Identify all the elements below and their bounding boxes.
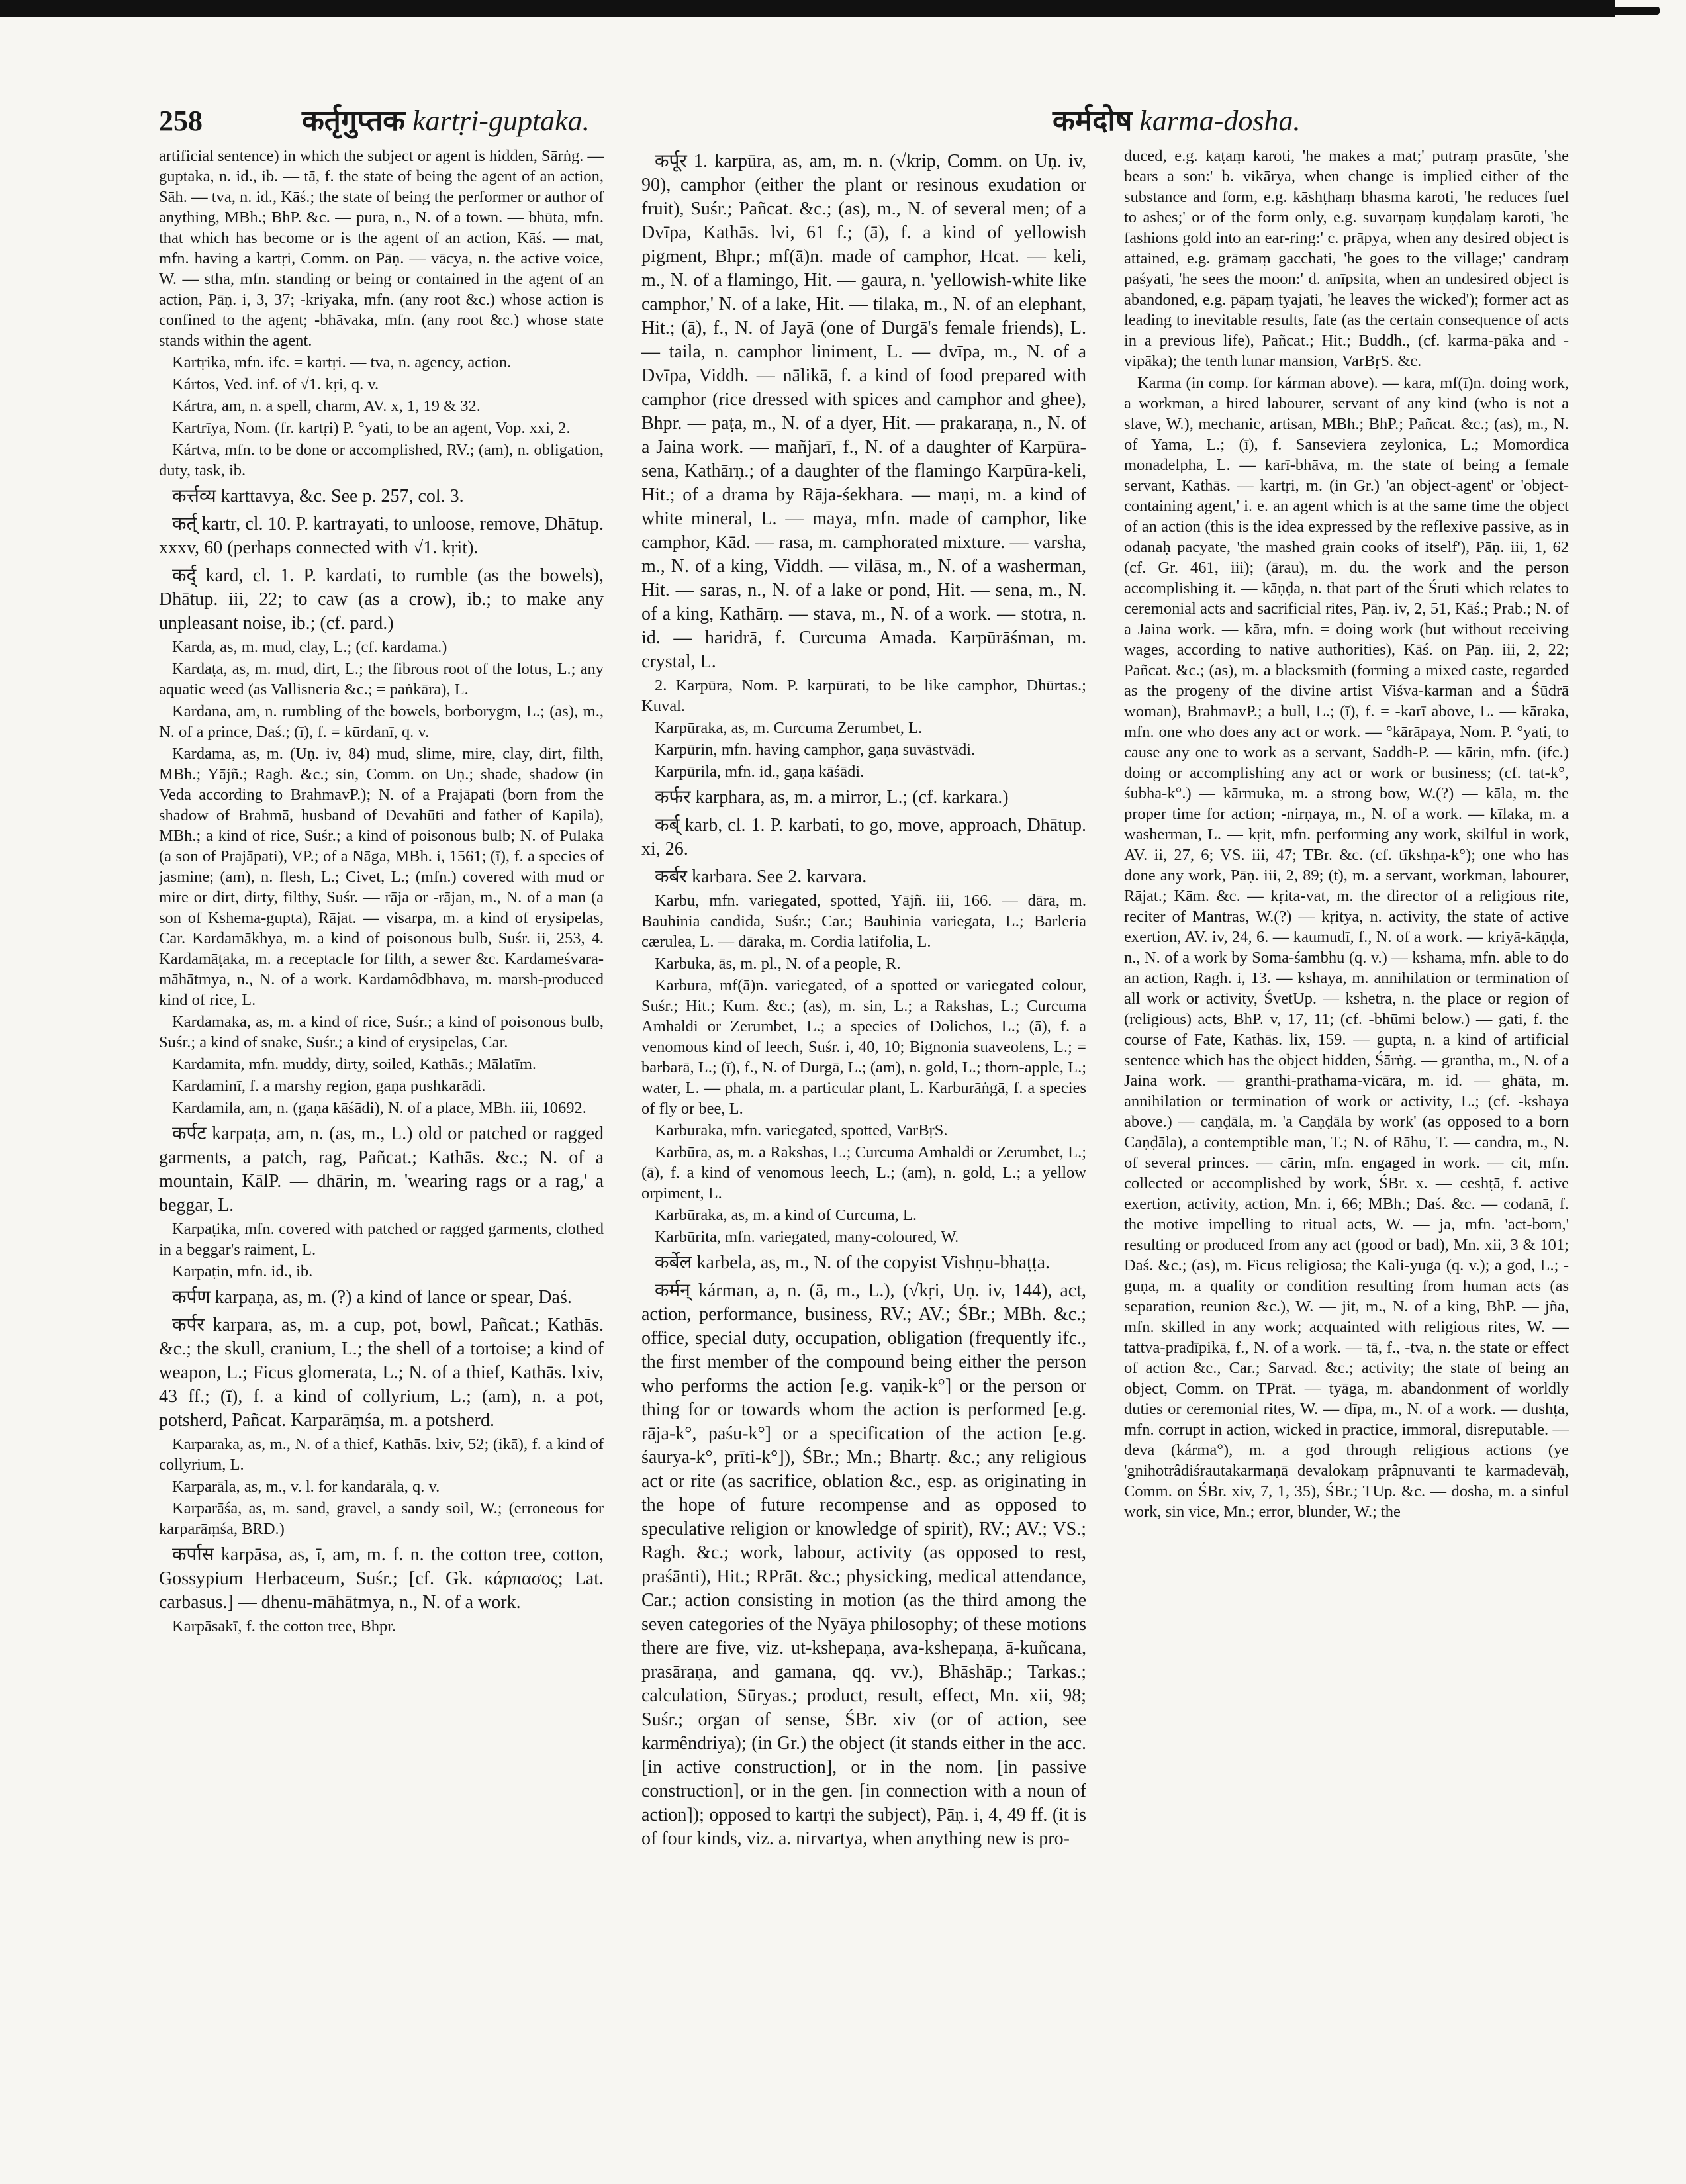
right-running-head <box>1053 99 1301 139</box>
dictionary-entry: Kardana, am, n. rumbling of the bowels, borborygm, L.; (as), m., N. of a prince, Daś.; (ī), f. = kūrdanī, q. v. <box>159 702 604 741</box>
dictionary-entry: कर्फर karphara, as, m. a mirror, L.; (cf. karkara.) <box>655 787 1009 808</box>
dictionary-entry: artificial sentence) in which the subject or agent is hidden, Sārṅg. — guptaka, n. id., ib. — tā, f. the state of being the agent of an action, Sāh. — tva, n. id., Kāś.; the state of being the performer or author of anything, MBh.; BhP. &c. — pura, n., N. of a town. — bhūta, mfn. that which has become or is the agent of an action, Kāś. — mat, mfn. having a kartṛi, Comm. on Pāṇ. — vācya, n. the active voice, W. — stha, mfn. standing or being or contained in the agent of an action, Pāṇ. i, 3, 37; -kriyaka, mfn. (any root &c.) whose action is confined to the agent; -bhāvaka, mfn. (any root &c.) whose state stands within the agent. <box>159 147 604 350</box>
dictionary-entry: Karpūrila, mfn. id., gaṇa kāśādi. <box>655 763 865 781</box>
dictionary-entry: Karpūraka, as, m. Curcuma Zerumbet, L. <box>655 719 923 737</box>
dictionary-entry: Karbura, mf(ā)n. variegated, of a spotted or variegated colour, Suśr.; Hit.; Kum. &c.; (as), m. sin, L.; a Rakshas, L.; Curcuma Amhaldi or Zerumbet, L.; a species of Dolichos, L.; (ā), f. a venomous kind of leech, Suśr. i, 40, 10; Bignonia suaveolens, L.; = barbarā, L.; (ī), f., N. of Durgā, L.; (am), n. gold, L.; thorn-apple, L.; water, L. — phala, m. a particular plant, L. Karburāṅgā, f. a species of fly or bee, L. <box>641 976 1086 1117</box>
dictionary-entry: Karparāla, as, m., v. l. for kandarāla, q. v. <box>172 1478 440 1496</box>
dictionary-entry: कर्द् kard, cl. 1. P. kardati, to rumble (as the bowels), Dhātup. iii, 22; to caw (as a crow), ib.; to make any unpleasant noise, ib.; (cf. pard.) <box>159 565 604 634</box>
dictionary-entry: Karbūrita, mfn. variegated, many-coloured, W. <box>655 1228 959 1246</box>
dictionary-columns <box>159 146 1569 2171</box>
dictionary-entry: Kardaminī, f. a marshy region, gaṇa pushkarādi. <box>172 1077 486 1095</box>
dictionary-entry: Karbūraka, as, m. a kind of Curcuma, L. <box>655 1206 917 1224</box>
left-head-roman: kartṛi-guptaka. <box>412 105 590 137</box>
dictionary-entry: कर्ब् karb, cl. 1. P. karbati, to go, move, approach, Dhātup. xi, 26. <box>641 815 1086 859</box>
column-middle <box>641 146 1086 2171</box>
dictionary-entry: Kartrīya, Nom. (fr. kartṛi) P. °yati, to be an agent, Vop. xxi, 2. <box>172 419 571 437</box>
dictionary-entry: Karpāsakī, f. the cotton tree, Bhpr. <box>172 1617 397 1635</box>
column-right <box>1124 146 1569 2171</box>
dictionary-entry: कर्त्तव्य karttavya, &c. See p. 257, col. 3. <box>172 486 464 506</box>
left-head-devanagari: कर्तृगुप्तक <box>302 105 406 137</box>
dictionary-entry: कर्पट karpaṭa, am, n. (as, m., L.) old or patched or ragged garments, a patch, rag, Pañcat.; Kathās. &c.; N. of a mountain, KālP. — dhārin, m. 'wearing rags or a rag,' a beggar, L. <box>159 1123 604 1215</box>
dictionary-entry: कर्पण karpaṇa, as, m. (?) a kind of lance or spear, Daś. <box>172 1287 572 1307</box>
dictionary-entry: Karpaṭika, mfn. covered with patched or ragged garments, clothed in a beggar's raiment, L. <box>159 1220 604 1258</box>
dictionary-entry: Karparaka, as, m., N. of a thief, Kathās. lxiv, 52; (ikā), f. a kind of collyrium, L. <box>159 1435 604 1474</box>
dictionary-entry: Kardama, as, m. (Uṇ. iv, 84) mud, slime, mire, clay, dirt, filth, MBh.; Yājñ.; Ragh. &c.; sin, Comm. on Uṇ.; shade, shadow (in Veda according to BrahmavP.); N. of a Prajāpati (born from the shadow of Brahmā, husband of Devahūti and father of Kapila), MBh.; a kind of rice, Suśr.; a kind of poisonous bulb; N. of Pulaka (a son of Prajāpati), VP.; of a Nāga, MBh. i, 1561; (ī), f. a species of jasmine; (am), n. flesh, L.; Civet, L.; (mfn.) covered with mud or mire or dirt, dirty, filthy, Suśr. — rāja or -rājan, m., N. of a man (a son of Kshema-gupta), Rājat. — visarpa, m. a kind of erysipelas, Car. Kardamākhya, m. a kind of poisonous bulb, Suśr. ii, 253, 4. Kardamāṭaka, m. a receptacle for filth, a sewer &c. Kardameśvara-māhātmya, n., N. of a work. Kardamôdbhava, m. marsh-produced kind of rice, L. <box>159 745 604 1009</box>
dictionary-entry: Kartṛika, mfn. ifc. = kartṛi. — tva, n. agency, action. <box>172 354 512 371</box>
dictionary-entry: Kardamita, mfn. muddy, dirty, soiled, Kathās.; Mālatīm. <box>172 1055 537 1073</box>
dictionary-entry: Kártos, Ved. inf. of √1. kṛi, q. v. <box>172 375 379 393</box>
dictionary-entry: Kardaṭa, as, m. mud, dirt, L.; the fibrous root of the lotus, L.; any aquatic weed (as Vallisneria &c.; = paṅkāra), L. <box>159 660 604 698</box>
right-head-devanagari: कर्मदोष <box>1053 105 1133 137</box>
left-running-head <box>302 99 590 139</box>
dictionary-entry: Karda, as, m. mud, clay, L.; (cf. kardama.) <box>172 638 447 656</box>
dictionary-entry: कर्पास karpāsa, as, ī, am, m. f. n. the cotton tree, cotton, Gossypium Herbaceum, Suśr.; [cf. Gk. κάρπασος; Lat. carbasus.] — dhenu-māhātmya, n., N. of a work. <box>159 1544 604 1613</box>
dictionary-entry: कर्त् kartr, cl. 10. P. kartrayati, to unloose, remove, Dhātup. xxxv, 60 (perhaps connected with √1. kṛit). <box>159 514 604 558</box>
dictionary-entry: कर्बर karbara. See 2. karvara. <box>655 867 867 887</box>
dictionary-entry: कर्बेल karbela, as, m., N. of the copyist Vishṇu-bhaṭṭa. <box>655 1253 1051 1273</box>
dictionary-entry: Kardamila, am, n. (gaṇa kāśādi), N. of a place, MBh. iii, 10692. <box>172 1099 586 1117</box>
dictionary-entry: 2. Karpūra, Nom. P. karpūrati, to be like camphor, Dhūrtas.; Kuval. <box>641 677 1086 715</box>
dictionary-entry: कर्मन् kárman, a, n. (ā, m., L.), (√kṛi, Uṇ. iv, 144), act, action, performance, business, RV.; AV.; ŚBr.; MBh. &c.; office, special duty, occupation, obligation (frequently ifc., the first member of the compound being either the person who performs the action [e.g. vaṇik-k°] or the person or thing for or towards whom the action is performed [e.g. rāja-k°, paśu-k°] or a specification of the action [e.g. śaurya-k°, prīti-k°]), ŚBr.; Mn.; Bhartṛ. &c.; any religious act or rite (as sacrifice, oblation &c., esp. as originating in the hope of future recompense and as opposed to speculative religion or knowledge of spirit), RV.; AV.; VS.; Ragh. &c.; work, labour, activity (as opposed to rest, praśānti), Hit.; RPrāt. &c.; physicking, medical attendance, Car.; action consisting in motion (as the third among the seven categories of the Nyāya philosophy; of these motions there are five, viz. ut-kshepaṇa, ava-kshepaṇa, ā-kuñcana, prasāraṇa, and gamana, qq. vv.), Bhāshāp.; Tarkas.; calculation, Sūryas.; product, result, effect, Mn. xii, 98; Suśr.; organ of sense, ŚBr. xiv (or of action, see karmêndriya); (in Gr.) the object (it stands either in the acc. [in active construction], or in the nom. [in passive construction], or in the gen. [in connection with a noun of action]); opposed to kartṛi the subject), Pāṇ. i, 4, 49 ff. (it is of four kinds, viz. a. nirvartya, when anything new is pro- <box>641 1280 1086 1849</box>
scan-edge-bar <box>0 0 1615 17</box>
dictionary-entry: Kardamaka, as, m. a kind of rice, Suśr.; a kind of poisonous bulb, Suśr.; a kind of snake, Suśr.; a kind of erysipelas, Car. <box>159 1013 604 1051</box>
dictionary-entry: Karma (in comp. for kárman above). — kara, mf(ī)n. doing work, a workman, a hired labourer, servant of any kind (who is not a slave, W.), mechanic, artisan, MBh.; BhP.; Pañcat. &c.; (as), m., N. of Yama, L.; (ī), f. Sanseviera zeylonica, L.; Momordica monadelpha, L. — karī-bhāva, m. the state of being a female servant, Kathās. — kartṛi, m. (in Gr.) 'an object-agent' or 'object-containing agent,' i. e. an agent which is at the same time the object of an action (this is the idea expressed by the reflexive passive, as in odanaḥ pacyate, 'the mashed grain cooks of itself'), Pāṇ. iii, 1, 62 (cf. Gr. 461, iii); (ārau), m. du. the work and the person accomplishing it. — kāṇḍa, n. that part of the Śruti which relates to ceremonial acts and sacrificial rites, Pāṇ. iv, 2, 51, Kāś.; Prab.; N. of a Jaina work. — kāra, mfn. = doing work (but without receiving wages, according to native authorities), Kāś. on Pāṇ. iii, 2, 22; Pañcat. &c.; (as), m. a blacksmith (forming a mixed caste, regarded as the progeny of the divine artist Viśva-karman and a Śūdrā woman), BrahmavP.; a bull, L.; (ī), f. = -karī above, L. — kāraka, mfn. one who does any act or work. — °kārāpaya, Nom. P. °yati, to cause any one to work as a servant, Saddh-P. — kārin, mfn. (ifc.) doing or accomplishing any act or work or business; (cf. tat-k°, śubha-k°.) — kārmuka, m. a strong bow, W.(?) — kāla, m. the proper time for action; -nirṇaya, m., N. of a work. — kīlaka, m. a washerman, L. — kṛit, mfn. performing any work, skilful in work, AV. ii, 27, 6; VS. iii, 47; TBr. &c. (cf. tīkshṇa-k°); one who has done any work, Pāṇ. iii, 2, 89; (t), m. a servant, workman, labourer, Rājat.; Kām. &c. — kṛita-vat, m. the director of a religious rite, reciter of Mantras, W.(?) — kṛitya, n. activity, the state of active exertion, AV. iv, 24, 6. — kaumudī, f., N. of a work. — kriyā-kāṇḍa, n., N. of a work by Soma-śambhu (q. v.) — kshama, mfn. able to do an action, Ragh. i, 13. — kshaya, m. annihilation or termination of all work or activity, ŚvetUp. — kshetra, n. the place or region of (religious) acts, BhP. v, 17, 11; (cf. -bhūmi below.) — gati, f. the course of Fate, Kathās. lix, 159. — gupta, n. a kind of artificial sentence which has the object hidden, Śārṅg. — grantha, m., N. of a Jaina work. — granthi-prathama-vicāra, m. id. — ghāta, m. annihilation or termination of work or activity, L.; (cf. -kshaya above.) — caṇḍāla, m. 'a Caṇḍāla by work' (as opposed to a born Caṇḍāla), a contemptible man, T.; N. of Rāhu, T. — candra, m., N. of several princes. — cārin, mfn. engaged in work. — cit, mfn. collected or accomplished by work, ŚBr. x. — ceshṭā, f. active exertion, activity, action, Mn. i, 66; MBh.; Daś. &c. — codanā, f. the motive impelling to ritual acts, W. — ja, mfn. 'act-born,' resulting or produced from any act (good or bad), Mn. xii, 3 & 101; Daś. &c.; (as), m. Ficus religiosa; the Kali-yuga (q. v.); a god, L.; -guṇa, m. a quality or condition resulting from human acts (as separation, reunion &c.), W. — jit, m., N. of a king, BhP. — jña, mfn. skilled in any work; acquainted with religious rites, W. — tattva-pradīpikā, f., N. of a work. — tā, f., -tva, n. the state or effect of action &c., Car.; Sarvad. &c.; activity; the state of being an object, Comm. on TPrāt. — tyāga, m. abandonment of worldly duties or ceremonial rites, W. — dīpa, m., N. of a work. — dushṭa, mfn. corrupt in action, wicked in practice, immoral, disreputable. — deva (kárma°), m. a god through religious actions (ye 'gnihotrâdiśrautakarmaṇā devalokaṃ prâpnuvanti te karmadevāḥ, Comm. on ŚBr. xiv, 7, 1, 35), ŚBr.; TUp. &c. — dosha, m. a sinful work, sin vice, Mn.; error, blunder, W.; the <box>1124 374 1569 1521</box>
dictionary-entry: Kártra, am, n. a spell, charm, AV. x, 1, 19 & 32. <box>172 397 481 415</box>
dictionary-entry: Karbuka, ās, m. pl., N. of a people, R. <box>655 955 901 973</box>
dictionary-entry: Karbu, mfn. variegated, spotted, Yājñ. iii, 166. — dāra, m. Bauhinia candida, Suśr.; Car.; Bauhinia variegata, L.; Barleria cærulea, L. — dāraka, m. Cordia latifolia, L. <box>641 892 1086 951</box>
dictionary-entry: कर्पर karpara, as, m. a cup, pot, bowl, Pañcat.; Kathās. &c.; the skull, cranium, L.; the shell of a tortoise; a kind of weapon, L.; Ficus glomerata, L.; N. of a thief, Kathās. lxiv, 43 ff.; (ī), f. a kind of collyrium, L.; (am), n. a pot, potsherd, Pañcat. Karparāṃśa, m. a potsherd. <box>159 1315 604 1431</box>
dictionary-entry: Karburaka, mfn. variegated, spotted, VarBṛS. <box>655 1121 948 1139</box>
dictionary-entry: Karpūrin, mfn. having camphor, gaṇa suvāstvādi. <box>655 741 976 759</box>
page-number: 258 <box>159 105 203 137</box>
page-header <box>159 99 1044 139</box>
dictionary-entry: Karpaṭin, mfn. id., ib. <box>172 1262 313 1280</box>
dictionary-entry: Karparāśa, as, m. sand, gravel, a sandy soil, W.; (erroneous for karparāṃśa, BRD.) <box>159 1499 604 1538</box>
dictionary-entry: Karbūra, as, m. a Rakshas, L.; Curcuma Amhaldi or Zerumbet, L.; (ā), f. a kind of venomous leech, L.; (am), n. gold, L.; a yellow orpiment, L. <box>641 1143 1086 1202</box>
right-head-roman: karma-dosha. <box>1139 105 1301 137</box>
scan-edge-mark <box>1600 7 1660 15</box>
column-left <box>159 146 604 2171</box>
dictionary-entry: Kártva, mfn. to be done or accomplished, RV.; (am), n. obligation, duty, task, ib. <box>159 441 604 479</box>
dictionary-entry: duced, e.g. kaṭaṃ karoti, 'he makes a mat;' putraṃ prasūte, 'she bears a son:' b. vikārya, when change is implied either of the substance and form, e.g. kāshṭhaṃ bhasma karoti, 'he reduces fuel to ashes;' or of the form only, e.g. suvarṇaṃ kuṇḍalaṃ karoti, 'he fashions gold into an ear-ring:' c. prāpya, when any desired object is attained, e.g. grāmaṃ gacchati, 'he goes to the village;' candraṃ paśyati, 'he sees the moon:' d. anīpsita, when an undesired object is abandoned, e.g. pāpaṃ tyajati, 'he leaves the wicked'); former act as leading to inevitable results, fate (as the certain consequence of acts in a previous life), Pañcat.; Hit.; Buddh., (cf. karma-pāka and -vipāka); the tenth lunar mansion, VarBṛS. &c. <box>1124 147 1569 370</box>
dictionary-entry: कर्पूर 1. karpūra, as, am, m. n. (√krip, Comm. on Uṇ. iv, 90), camphor (either the plant or resinous exudation or fruit), Suśr.; Pañcat. &c.; (as), m., N. of several men; of a Dvīpa, Kathās. lvi, 61 f.; (ā), f. a kind of yellowish pigment, Bhpr.; mf(ā)n. made of camphor, Hcat. — keli, m., N. of a flamingo, Hit. — gaura, n. 'yellowish-white like camphor,' N. of a lake, Hit. — tilaka, m., N. of an elephant, Hit.; (ā), f., N. of Jayā (one of Durgā's female friends), L. — taila, n. camphor liniment, L. — dvīpa, m., N. of a Dvīpa, Viddh. — nālikā, f. a kind of food prepared with camphor (rice dressed with spices and camphor and ghee), Bhpr. — paṭa, m., N. of a dyer, Hit. — prakaraṇa, n., N. of a Jaina work. — mañjarī, f., N. of a daughter of Karpūra-sena, Kathārṇ.; of a daughter of the flamingo Karpūra-keli, Hit.; of a drama by Rāja-śekhara. — maṇi, m. a kind of white mineral, L. — maya, mfn. made of camphor, like camphor, Kād. — rasa, m. camphorated mixture. — varsha, m., N. of a king, Viddh. — vilāsa, m., N. of a washerman, Hit. — saras, n., N. of a lake or pond, Hit. — sena, m., N. of a king, Kathārṇ. — stava, m., N. of a work. — stotra, n. id. — haridrā, f. Curcuma Amada. Karpūrāśman, m. crystal, L. <box>641 151 1086 672</box>
